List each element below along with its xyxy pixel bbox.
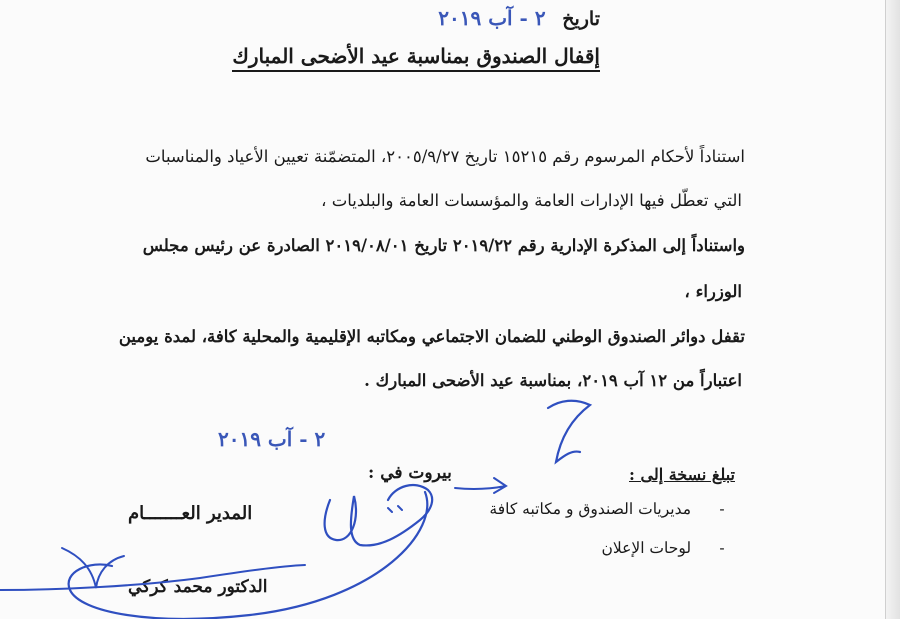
copies-title: تبلغ نسخة إلى : <box>629 465 735 484</box>
signature-date-stamp: ٢ - آب ٢٠١٩ <box>218 427 326 451</box>
signature <box>325 485 433 545</box>
signature-left-mark <box>62 548 124 588</box>
list-item-text: مديريات الصندوق و مكاتبه كافة <box>489 500 692 518</box>
director-title: المدير العـــــــام <box>128 503 253 524</box>
paragraph-1-line-2: التي تعطّل فيها الإدارات العامة والمؤسسات العامة والبلديات ، <box>321 191 742 210</box>
date-stamp: ٢ - آب ٢٠١٩ <box>438 6 546 30</box>
list-item-text: لوحات الإعلان <box>601 539 692 557</box>
place-label: بيروت في : <box>368 463 452 483</box>
list-dash: - <box>719 539 725 557</box>
paragraph-1-line-1: استناداً لأحكام المرسوم رقم ١٥٢١٥ تاريخ ٢٠٠٥/٩/٢٧، المتضمّنة تعيين الأعياد والمناسبات <box>145 147 745 166</box>
director-name: الدكتور محمد كركي <box>128 577 268 597</box>
paragraph-3-line-2: اعتباراً من ١٢ آب ٢٠١٩، بمناسبة عيد الأضحى المبارك . <box>364 371 742 390</box>
handwritten-mark <box>548 401 590 462</box>
copies-list <box>489 500 730 578</box>
list-item <box>489 500 730 518</box>
date-label: تاريخ <box>562 8 600 30</box>
paragraph-2-line-2: الوزراء ، <box>684 282 742 301</box>
page-edge <box>886 0 900 619</box>
list-item <box>489 539 730 557</box>
paragraph-3-line-1: تقفل دوائر الصندوق الوطني للضمان الاجتماعي ومكاتبه الإقليمية والمحلية كافة، لمدة يومين <box>118 327 745 346</box>
paragraph-2-line-1: واستناداً إلى المذكرة الإدارية رقم ٢٠١٩/٢٢ تاريخ ٢٠١٩/٠٨/٠١ الصادرة عن رئيس مجلس <box>142 236 745 255</box>
document-title: إقفال الصندوق بمناسبة عيد الأضحى المبارك <box>232 44 600 72</box>
handwritten-dots <box>388 506 402 512</box>
handwritten-arrow <box>455 478 506 493</box>
date-line <box>438 6 600 30</box>
list-dash: - <box>719 500 725 518</box>
